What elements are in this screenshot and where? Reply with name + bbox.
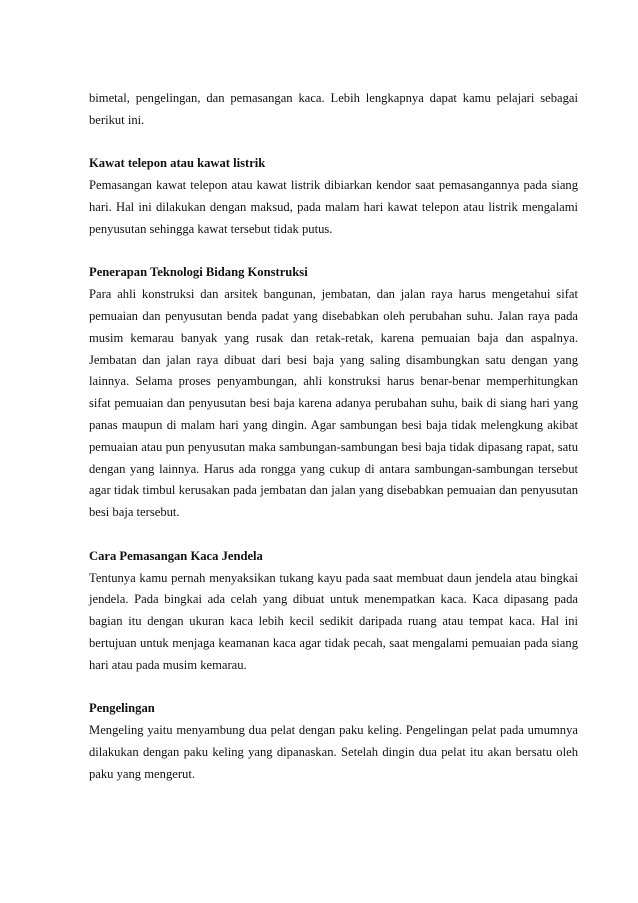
paragraph-spacer xyxy=(89,677,578,699)
section-heading-konstruksi: Penerapan Teknologi Bidang Konstruksi xyxy=(89,265,308,280)
section-heading-kawat: Kawat telepon atau kawat listrik xyxy=(89,156,266,171)
intro-paragraph: bimetal, pengelingan, dan pemasangan kaca. Lebih lengkapnya dapat kamu pelajari sebagai berikut ini. xyxy=(89,91,578,127)
paragraph-spacer xyxy=(89,241,578,263)
section-body-konstruksi: Para ahli konstruksi dan arsitek bangunan, jembatan, dan jalan raya harus mengetahui sifat pemuaian dan penyusutan benda padat yang disebabkan oleh perubahan suhu. Jalan raya pada musim kemarau banyak yang rusak dan retak-retak, karena pemuaian baja dan aspalnya. Jembatan dan jalan raya dibuat dari besi baja yang saling disambungkan satu dengan yang lainnya. Selama proses penyambungan, ahli konstruksi harus benar-benar memperhitungkan sifat pemuaian dan penyusutan besi baja karena adanya perubahan suhu, baik di siang hari yang panas maupun di malam hari yang dingin. Agar sambungan besi baja tidak melengkung akibat pemuaian atau pun penyusutan maka sambungan-sambungan besi baja tidak dipasang rapat, satu dengan yang lainnya. Harus ada rongga yang cukup di antara sambungan-sambungan tersebut agar tidak timbul kerusakan pada jembatan dan jalan yang disebabkan pemuaian dan penyusutan besi baja tersebut. xyxy=(89,287,578,520)
section-body-kawat: Pemasangan kawat telepon atau kawat listrik dibiarkan kendor saat pemasangannya pada siang hari. Hal ini dilakukan dengan maksud, pada malam hari kawat telepon atau listrik mengalami penyusutan sehingga kawat tersebut tidak putus. xyxy=(89,178,578,236)
paragraph-spacer xyxy=(89,524,578,546)
section-heading-pengelingan: Pengelingan xyxy=(89,701,155,716)
document-page xyxy=(89,88,578,786)
section-body-pengelingan: Mengeling yaitu menyambung dua pelat dengan paku keling. Pengelingan pelat pada umumnya dilakukan dengan paku keling yang dipanaskan. Setelah dingin dua pelat itu akan bersatu oleh paku yang mengerut. xyxy=(89,723,578,781)
paragraph-spacer xyxy=(89,132,578,154)
section-heading-kaca: Cara Pemasangan Kaca Jendela xyxy=(89,548,263,563)
section-body-kaca: Tentunya kamu pernah menyaksikan tukang kayu pada saat membuat daun jendela atau bingkai jendela. Pada bingkai ada celah yang dibuat untuk menempatkan kaca. Kaca dipasang pada bagian itu dengan ukuran kaca lebih kecil sedikit daripada ruang atau tempat kaca. Hal ini bertujuan untuk menjaga keamanan kaca agar tidak pecah, saat mengalami pemuaian pada siang hari atau pada musim kemarau. xyxy=(89,570,578,672)
